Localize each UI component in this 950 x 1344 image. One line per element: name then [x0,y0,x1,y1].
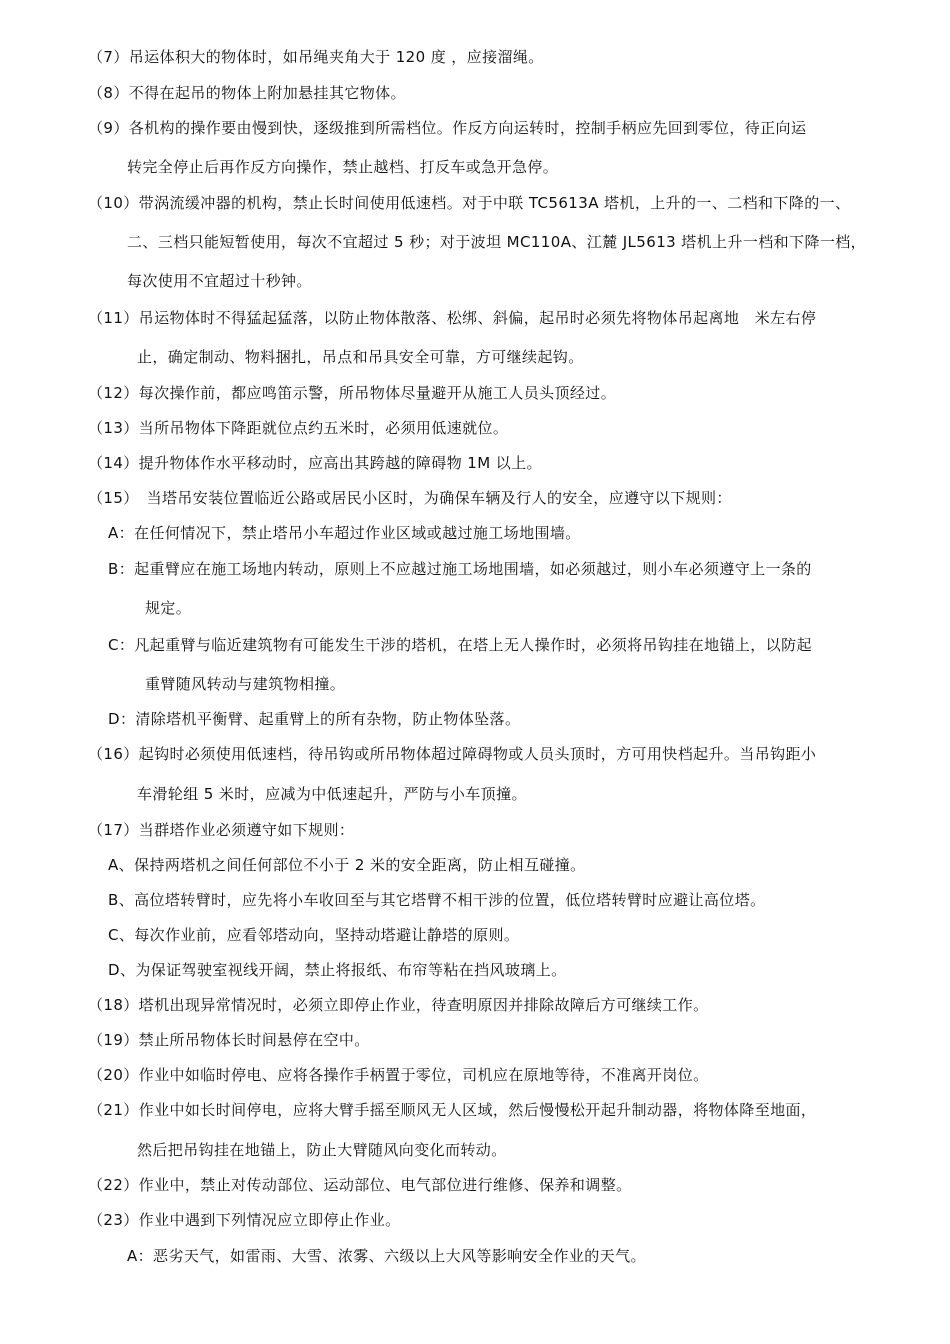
rule-23: （23）作业中遇到下列情况应立即停止作业。 [88,1211,401,1229]
rule-21-cont: 然后把吊钩挂在地锚上，防止大臂随风向变化而转动。 [137,1141,507,1159]
rule-16: （16）起钩时必须使用低速档，待吊钩或所吊物体超过障碍物或人员头顶时，方可用快档起升。当吊钩距小 [88,745,817,763]
rule-22: （22）作业中，禁止对传动部位、运动部位、电气部位进行维修、保养和调整。 [88,1176,632,1194]
rule-15-d: D：清除塔机平衡臂、起重臂上的所有杂物，防止物体坠落。 [108,710,521,728]
rule-15-c-cont: 重臂随风转动与建筑物相撞。 [145,675,346,693]
rule-15-b-cont: 规定。 [145,599,192,617]
rule-9: （9）各机构的操作要由慢到快，逐级推到所需档位。作反方向运转时，控制手柄应先回到零位，待正向运 [88,119,807,137]
rule-18: （18）塔机出现异常情况时，必须立即停止作业，待查明原因并排除故障后方可继续工作。 [88,996,709,1014]
rule-17-a: A、保持两塔机之间任何部位不小于 2 米的安全距离，防止相互碰撞。 [108,856,586,874]
rule-15-a: A：在任何情况下，禁止塔吊小车超过作业区域或越过施工场地围墙。 [108,524,581,542]
rule-15-b: B：起重臂应在施工场地内转动，原则上不应越过施工场地围墙，如必须越过，则小车必须遵守上一条的 [108,560,812,578]
rule-17-c: C、每次作业前，应看邻塔动向，坚持动塔避让静塔的原则。 [108,926,520,944]
rule-10-cont-2: 每次使用不宜超过十秒钟。 [127,272,312,290]
rule-12: （12）每次操作前，都应鸣笛示警，所吊物体尽量避开从施工人员头顶经过。 [88,384,617,402]
rule-17: （17）当群塔作业必须遵守如下规则： [88,821,355,839]
rule-8: （8）不得在起吊的物体上附加悬挂其它物体。 [88,84,406,102]
rule-21: （21）作业中如长时间停电，应将大臂手摇至顺风无人区域，然后慢慢松开起升制动器，将物体降至地面， [88,1101,817,1119]
rule-14: （14）提升物体作水平移动时，应高出其跨越的障碍物 1M 以上。 [88,454,542,472]
rule-11: （11）吊运物体时不得猛起猛落，以防止物体散落、松绑、斜偏，起吊时必须先将物体吊起离地 米左右停 [88,309,817,327]
rule-17-d: D、为保证驾驶室视线开阔，禁止将报纸、布帘等粘在挡风玻璃上。 [108,961,567,979]
rule-20: （20）作业中如临时停电、应将各操作手柄置于零位，司机应在原地等待，不准离开岗位。 [88,1066,709,1084]
rule-13: （13）当所吊物体下降距就位点约五米时，必须用低速就位。 [88,419,509,437]
rule-10: （10）带涡流缓冲器的机构，禁止长时间使用低速档。对于中联 TC5613A 塔机，上升的一、二档和下降的一、 [88,194,851,212]
rule-17-b: B、高位塔转臂时，应先将小车收回至与其它塔臂不相干涉的位置，低位塔转臂时应避让高位塔。 [108,891,766,909]
rule-19: （19）禁止所吊物体长时间悬停在空中。 [88,1031,370,1049]
rule-16-cont: 车滑轮组 5 米时，应减为中低速起升，严防与小车顶撞。 [137,785,527,803]
rule-11-cont: 止，确定制动、物料捆扎，吊点和吊具安全可靠，方可继续起钩。 [137,348,584,366]
rule-9-cont: 转完全停止后再作反方向操作，禁止越档、打反车或急开急停。 [127,158,559,176]
rule-10-cont-1: 二、三档只能短暂使用，每次不宜超过 5 秒；对于波坦 MC110A、江麓 JL5613 塔机上升一档和下降一档， [127,233,867,251]
rule-7: （7）吊运体积大的物体时，如吊绳夹角大于 120 度 ，应接溜绳。 [88,48,544,66]
rule-15-c: C：凡起重臂与临近建筑物有可能发生干涉的塔机，在塔上无人操作时，必须将吊钩挂在地锚上，以防起 [108,636,812,654]
rule-23-a: A：恶劣天气，如雷雨、大雪、浓雾、六级以上大风等影响安全作业的天气。 [127,1247,646,1265]
rule-15: （15） 当塔吊安装位置临近公路或居民小区时，为确保车辆及行人的安全，应遵守以下规则： [88,489,732,507]
